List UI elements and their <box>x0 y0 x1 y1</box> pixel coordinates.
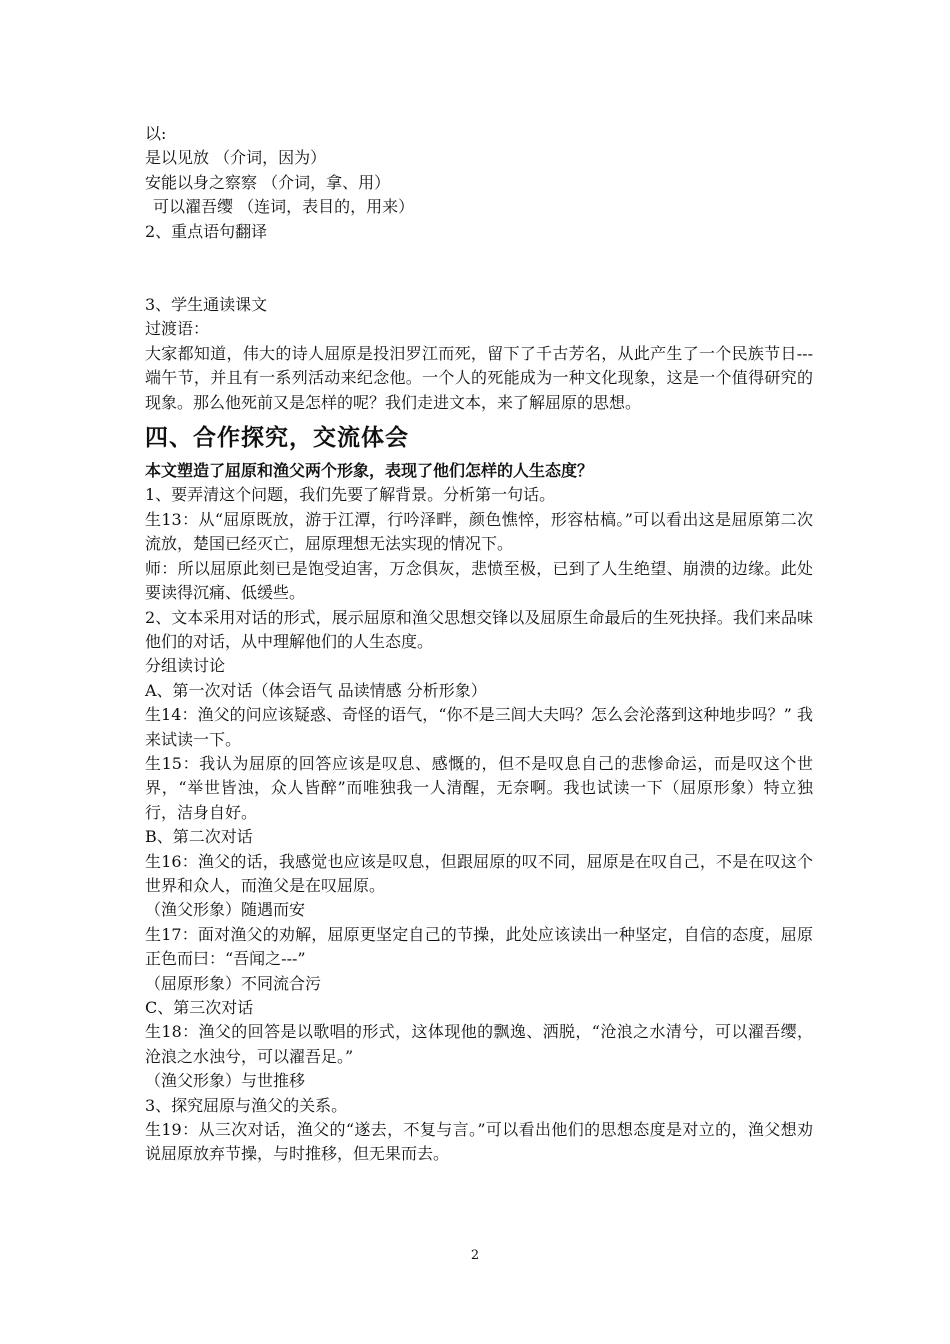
paragraph: 大家都知道，伟大的诗人屈原是投汨罗江而死，留下了千古芳名，从此产生了一个民族节日---端午节，并且有一系列活动来纪念他。一个人的死能成为一种文化现象，这是一个值得研究的现象。那么他死前又是怎样的呢？我们走进文本，来了解屈原的思想。 <box>145 343 813 412</box>
text-line: 是以见放 （介词，因为） <box>145 148 327 168</box>
paragraph: 生15：我认为屈原的回答应该是叹息、感慨的，但不是叹息自己的悲惨命运，而是叹这个世界，“举世皆浊，众人皆醉”而唯独我一人清醒，无奈啊。我也试读一下（屈原形象）特立独行，洁身自好。 <box>145 753 813 822</box>
page-content <box>145 122 813 1167</box>
text-line: C、第三次对话 <box>145 998 254 1017</box>
text-line: 分组读讨论 <box>145 656 226 676</box>
paragraph: 生19：从三次对话，渔父的“遂去，不复与言。”可以看出他们的思想态度是对立的，渔父想劝说屈原放弃节操，与时推移，但无果而去。 <box>145 1120 813 1164</box>
paragraph: 2、文本采用对话的形式，展示屈原和渔父思想交锋以及屈原生命最后的生死抉择。我们来品味他们的对话，从中理解他们的人生态度。 <box>145 607 813 651</box>
text-line: 可以濯吾缨 （连词，表目的，用来） <box>153 197 415 217</box>
text-line: （屈原形象）不同流合污 <box>145 973 322 993</box>
page-number: 2 <box>470 1248 480 1263</box>
text-line: 以: <box>145 124 167 143</box>
section-label: 2、重点语句翻译 <box>145 221 268 241</box>
text-line: 过渡语： <box>145 319 210 339</box>
text-line: 安能以身之察察 （介词，拿、用） <box>145 172 391 192</box>
paragraph: 生16：渔父的话，我感觉也应该是叹息，但跟屈原的叹不同，屈原是在叹自己，不是在叹这个世界和众人，而渔父是在叹屈原。 <box>145 851 813 895</box>
text-line: （渔父形象）随遇而安 <box>145 900 306 920</box>
paragraph: 生18：渔父的回答是以歌唱的形式，这体现他的飘逸、洒脱，“沧浪之水清兮，可以濯吾缨，沧浪之水浊兮，可以濯吾足。” <box>145 1022 813 1066</box>
question-line: 本文塑造了屈原和渔父两个形象，表现了他们怎样的人生态度？ <box>145 461 594 481</box>
text-line: A、第一次对话（体会语气 品读情感 分析形象） <box>145 680 487 700</box>
text-line: （渔父形象）与世推移 <box>145 1071 306 1091</box>
paragraph: 1、要弄清这个问题，我们先要了解背景。分析第一句话。 <box>145 485 556 505</box>
text-line: B、第二次对话 <box>145 827 253 847</box>
section-label: 3、学生通读课文 <box>145 295 268 315</box>
text-line: 3、探究屈原与渔父的关系。 <box>145 1095 348 1115</box>
section-heading: 四、合作探究，交流体会 <box>145 425 409 452</box>
paragraph: 师：所以屈原此刻已是饱受迫害，万念俱灰，悲愤至极，已到了人生绝望、崩溃的边缘。此处要读得沉痛、低缓些。 <box>145 558 813 603</box>
blank-space <box>145 244 813 293</box>
paragraph: 生13：从“屈原既放，游于江潭，行吟泽畔，颜色憔悴，形容枯槁。”可以看出这是屈原第二次流放，楚国已经灭亡，屈原理想无法实现的情况下。 <box>145 509 813 554</box>
paragraph: 生14：渔父的问应该疑惑、奇怪的语气，“你不是三闾大夫吗？怎么会沦落到这种地步吗？” 我来试读一下。 <box>145 705 813 749</box>
paragraph: 生17：面对渔父的劝解，屈原更坚定自己的节操，此处应该读出一种坚定，自信的态度，屈原正色而曰：“吾闻之---” <box>145 924 813 969</box>
